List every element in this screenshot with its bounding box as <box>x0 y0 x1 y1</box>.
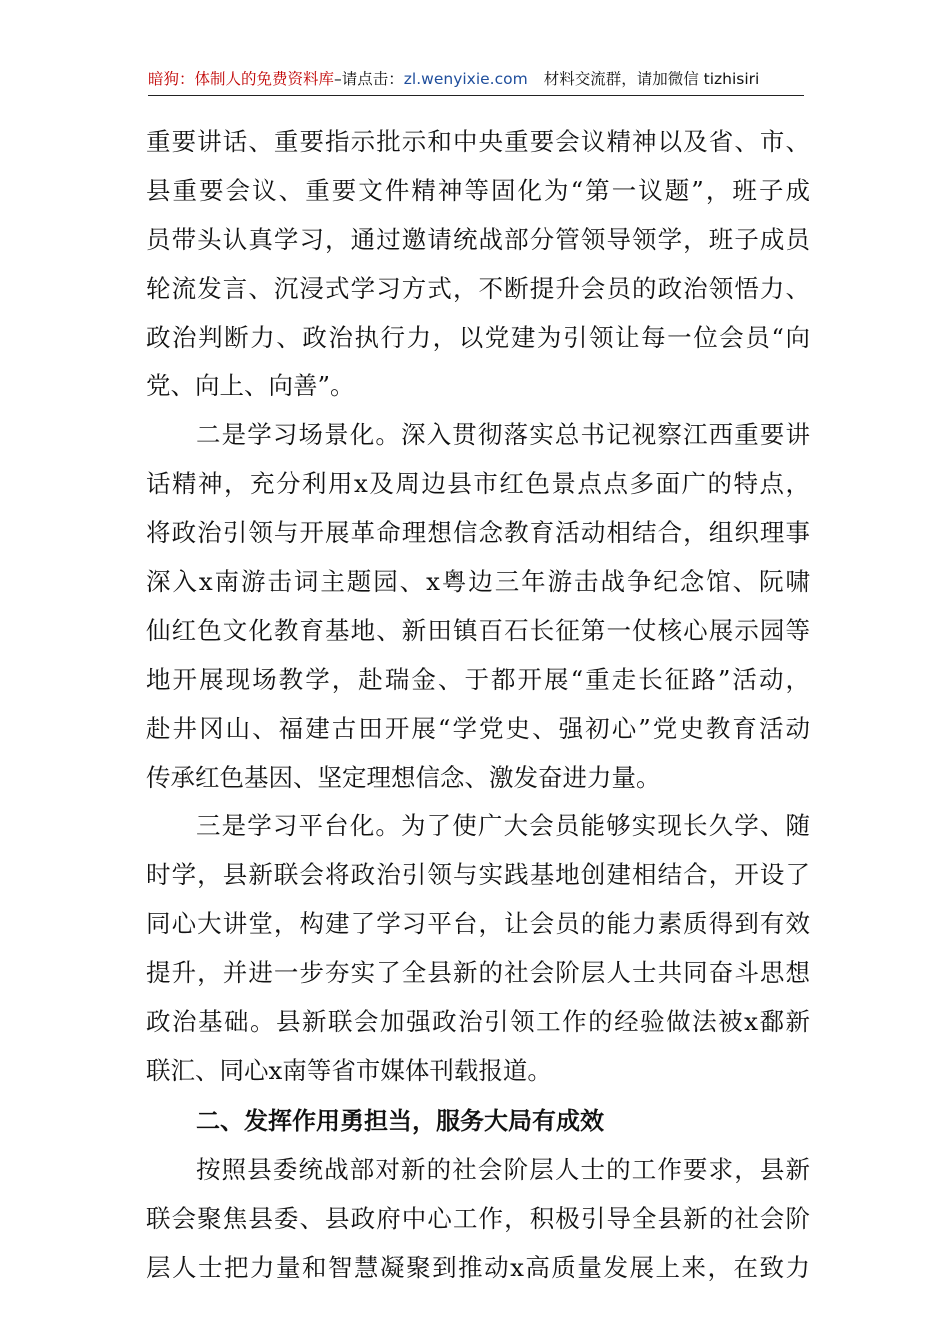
text-line: 党、向上、向善”。 <box>146 371 355 401</box>
text-line: 员带头认真学习，通过邀请统战部分管领导领学，班子成员 <box>146 224 810 254</box>
text-line: 二是学习场景化。深入贯彻落实总书记视察江西重要讲 <box>196 420 810 450</box>
text-line: 将政治引领与开展革命理想信念教育活动相结合，组织理事 <box>146 518 810 548</box>
text-line: 轮流发言、沉浸式学习方式，不断提升会员的政治领悟力、 <box>146 273 810 303</box>
paragraph-1 <box>146 118 810 411</box>
text-line: 地开展现场教学，赴瑞金、于都开展“重走长征路”活动， <box>146 664 810 694</box>
text-line: 政治基础。县新联会加强政治引领工作的经验做法被x鄱新 <box>146 1007 810 1037</box>
text-line: 联汇、同心x南等省市媒体刊载报道。 <box>146 1055 552 1085</box>
page-header <box>148 64 804 96</box>
text-line: 层人士把力量和智慧凝聚到推动x高质量发展上来，在致力 <box>146 1252 810 1282</box>
text-line: 时学，县新联会将政治引领与实践基地创建相结合，开设了 <box>146 860 810 890</box>
header-brand[interactable]: 暗狗：体制人的免费资料库 <box>148 70 335 88</box>
text-line: 政治判断力、政治执行力，以党建为引领让每一位会员“向 <box>146 322 810 352</box>
text-line: 提升，并进一步夯实了全县新的社会阶层人士共同奋斗思想 <box>146 958 810 988</box>
text-line: 话精神，充分利用x及周边县市红色景点点多面广的特点， <box>146 469 810 499</box>
text-line: 深入x南游击词主题园、x粤边三年游击战争纪念馆、阮啸 <box>146 567 810 597</box>
text-line: 县重要会议、重要文件精神等固化为“第一议题”，班子成 <box>146 175 810 205</box>
text-line: 仙红色文化教育基地、新田镇百石长征第一仗核心展示园等 <box>146 615 810 645</box>
text-line: 按照县委统战部对新的社会阶层人士的工作要求，县新 <box>196 1154 810 1184</box>
document-body <box>146 118 810 1292</box>
text-line: 三是学习平台化。为了使广大会员能够实现长久学、随 <box>196 811 810 841</box>
header-prompt: –请点击： <box>334 70 404 88</box>
text-line: 传承红色基因、坚定理想信念、激发奋进力量。 <box>146 762 661 792</box>
text-line: 重要讲话、重要指示批示和中央重要会议精神以及省、市、 <box>146 127 810 156</box>
section-heading: 二、发挥作用勇担当，服务大局有成效 <box>196 1106 604 1135</box>
text-line: 联会聚焦县委、县政府中心工作，积极引导全县新的社会阶 <box>146 1203 810 1233</box>
text-line: 同心大讲堂，构建了学习平台，让会员的能力素质得到有效 <box>146 909 810 939</box>
paragraph-3 <box>146 802 810 1095</box>
paragraph-4 <box>146 1146 810 1293</box>
header-url-link[interactable]: zl.wenyixie.com <box>403 70 528 88</box>
text-line: 赴井冈山、福建古田开展“学党史、强初心”党史教育活动 <box>146 713 810 743</box>
header-contact: 材料交流群，请加微信 tizhisiri <box>543 70 760 88</box>
paragraph-2 <box>146 411 810 802</box>
